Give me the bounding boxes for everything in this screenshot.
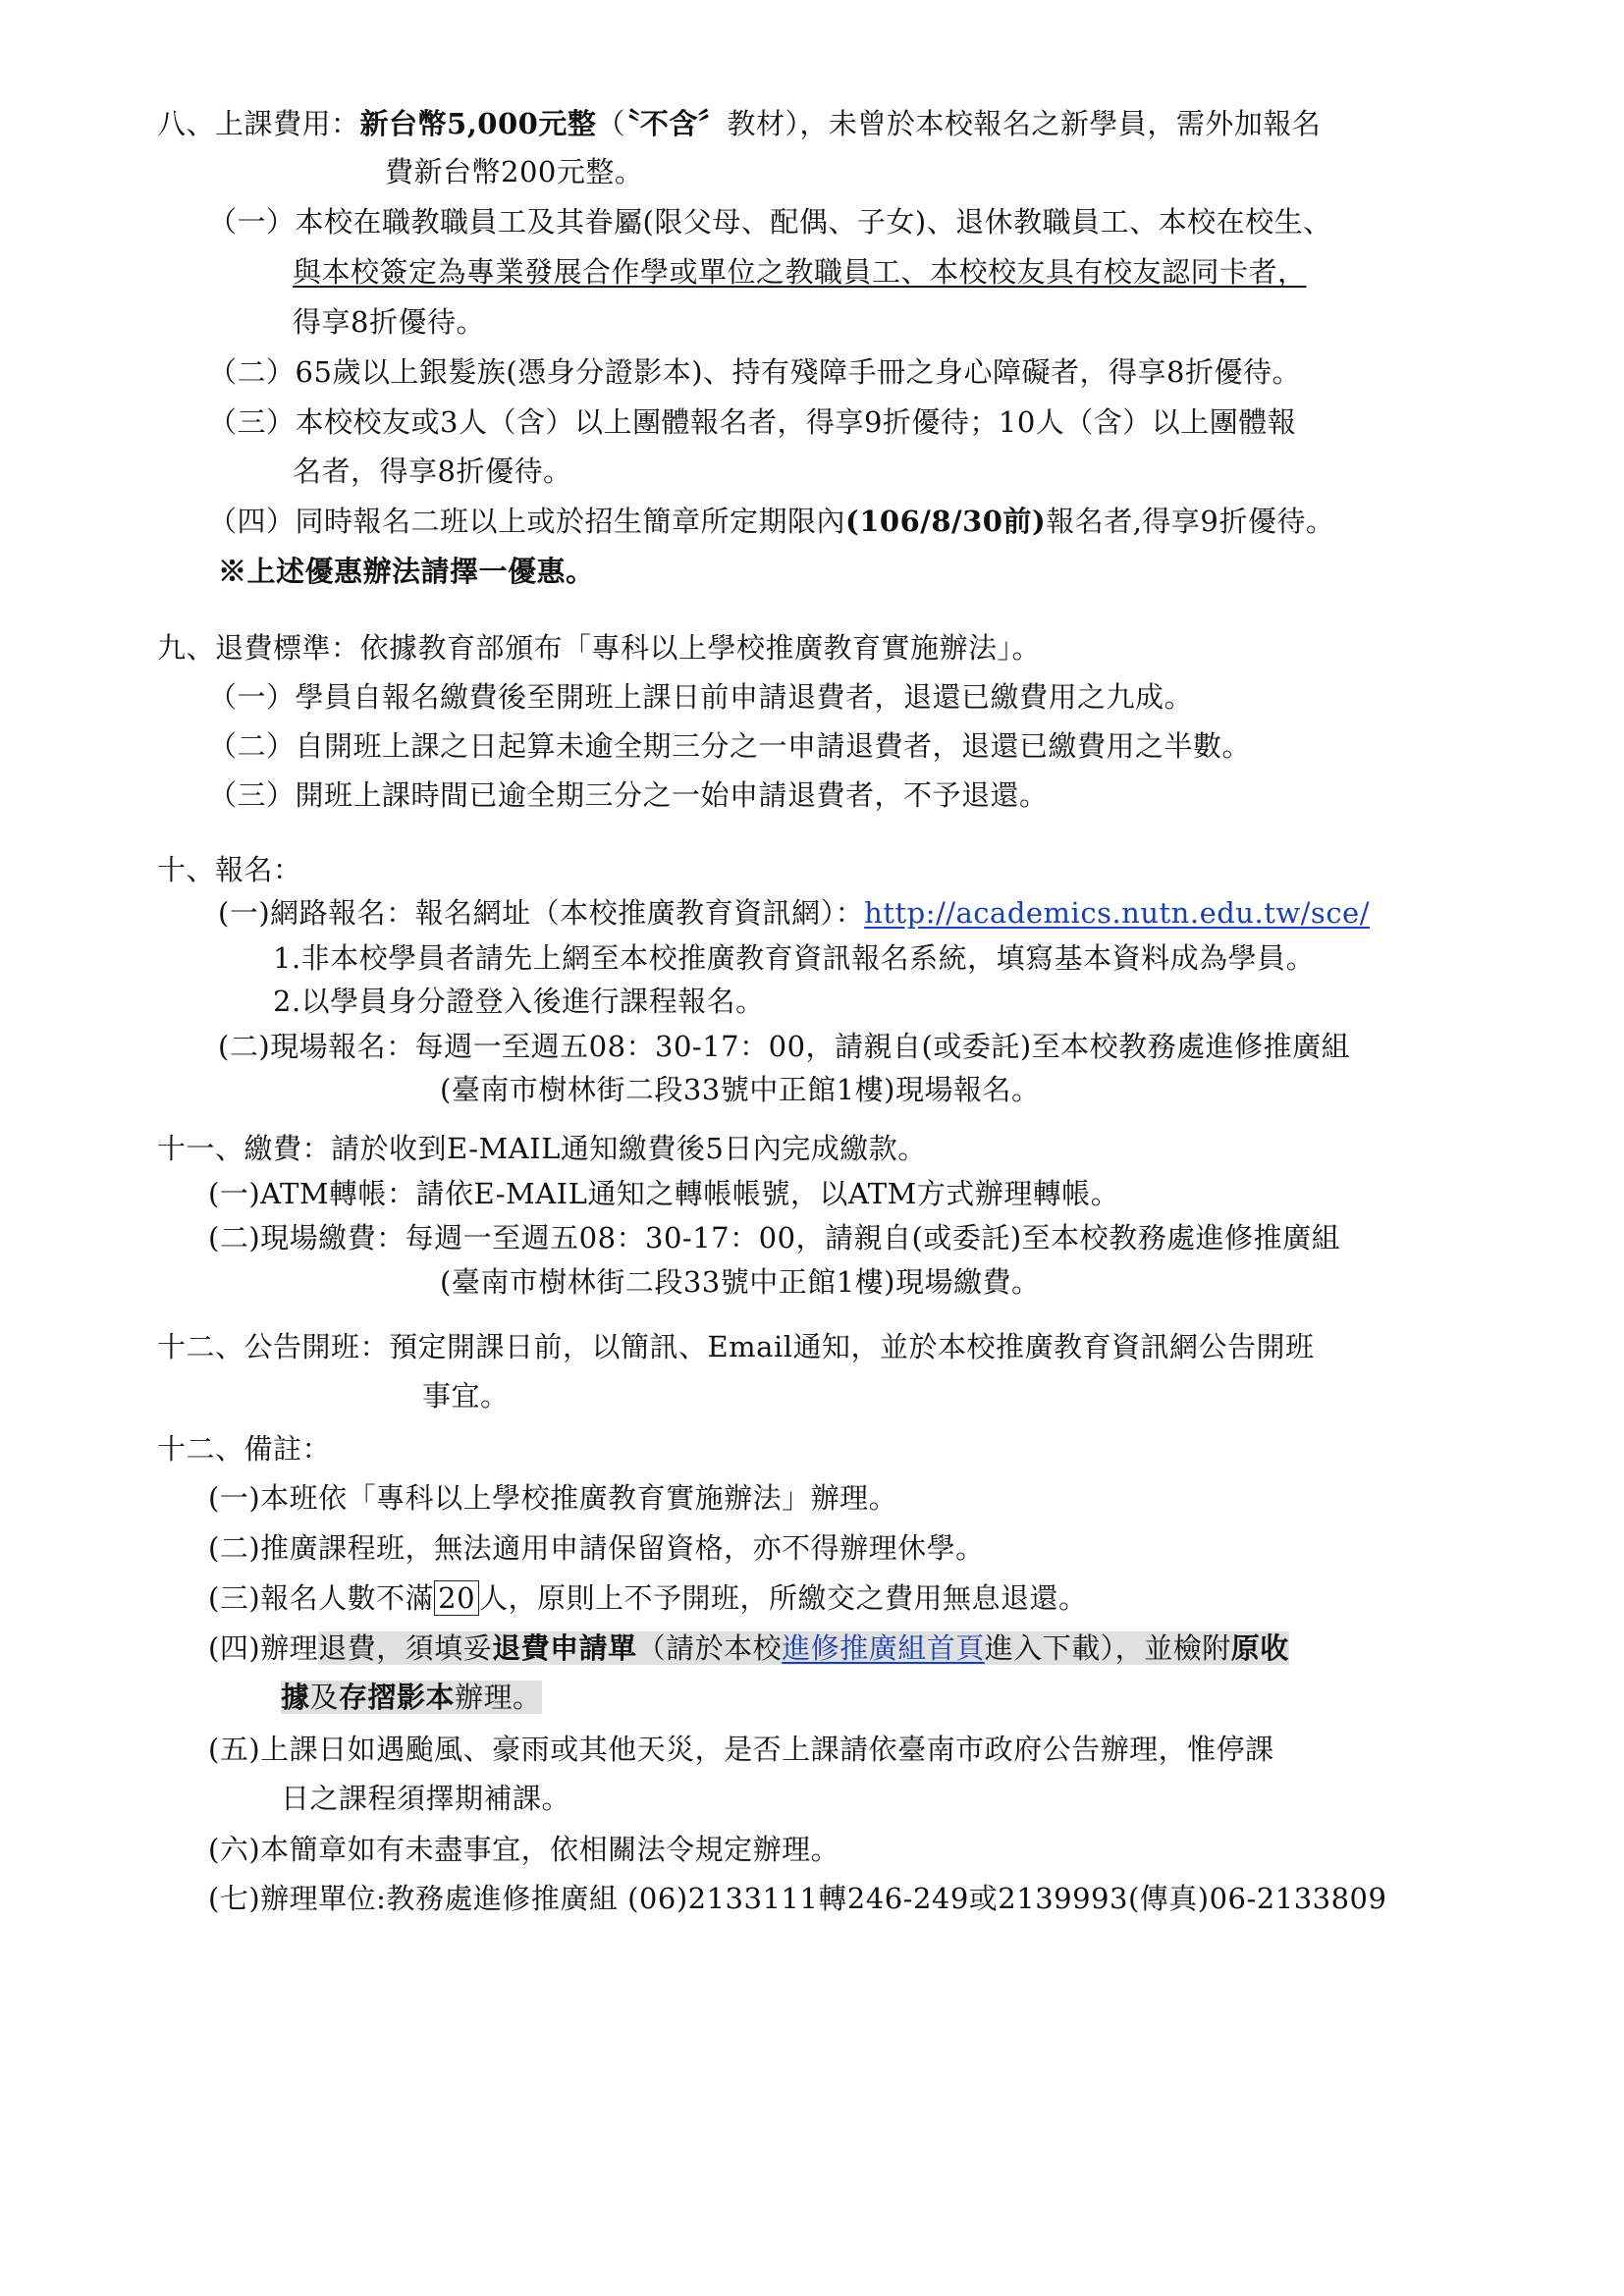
discount-item-1 (208, 202, 1332, 241)
section-12-heading: 十二、公告開班：預定開課日前，以簡訊、Email通知，並於本校推廣教育資訊網公告開班 (157, 1330, 1315, 1363)
paren-open: （ (596, 107, 625, 140)
item-text: 退費，須填妥 (318, 1631, 493, 1665)
section-8-label: 八、上課費用： (157, 107, 360, 140)
payment-onsite: (二)現場繳費：每週一至週五08：30-17：00，請親自(或委託)至本校教務處進修推廣組 (208, 1221, 1341, 1255)
discount-note: ※上述優惠辦法請擇一優惠。 (218, 555, 595, 588)
onsite-registration: (二)現場報名：每週一至週五08：30-17：00，請親自(或委託)至本校教務處進修推廣組 (218, 1030, 1351, 1063)
original-receipt: 原收 (1230, 1631, 1289, 1665)
discount-item-4 (208, 502, 1334, 541)
refund-item-2: （二）自開班上課之日起算未逾全期三分之一申請退費者，退還已繳費用之半數。 (208, 729, 1252, 763)
remark-4 (208, 1629, 1289, 1668)
discount-item-3-end: 名者，得享8折優待。 (293, 454, 572, 488)
highlighted-text (281, 1681, 542, 1714)
fee-tail-text: 教材），未曾於本校報名之新學員，需外加報名 (727, 107, 1322, 140)
online-step-2: 2.以學員身分證登入後進行課程報名。 (273, 985, 765, 1018)
remark-5-continuation: 日之課程須擇期補課。 (281, 1782, 571, 1815)
discount-item-3: （三）本校校友或3人（含）以上團體報名者，得享9折優待；10人（含）以上團體報 (208, 405, 1297, 439)
item-text: 辦理。 (455, 1681, 542, 1714)
remark-5: (五)上課日如遇颱風、豪雨或其他天災，是否上課請依臺南市政府公告辦理，惟停課 (208, 1733, 1274, 1766)
remark-2: (二)推廣課程班，無法適用申請保留資格，亦不得辦理休學。 (208, 1531, 985, 1565)
section-9-heading: 九、退費標準：依據教育部頒布「專科以上學校推廣教育實施辦法」。 (157, 631, 1042, 665)
remark-7: (七)辦理單位:教務處進修推廣組 (06)2133111轉246-249或2139993(傳真)06-2133809 (208, 1882, 1387, 1915)
discount-item-1-underlined: 與本校簽定為專業發展合作學或單位之教職員工、本校校友具有校友認同卡者， (293, 255, 1307, 289)
remark-4-continuation (281, 1678, 542, 1717)
refund-item-1: （一）學員自報名繳費後至開班上課日前申請退費者，退還已繳費用之九成。 (208, 680, 1194, 714)
payment-onsite-address: (臺南市樹林街二段33號中正館1樓)現場繳費。 (440, 1265, 1041, 1299)
section-12-continuation: 事宜。 (422, 1379, 510, 1413)
onsite-registration-address: (臺南市樹林街二段33號中正館1樓)現場報名。 (440, 1073, 1041, 1106)
item-text: 報名者,得享9折優待。 (1046, 505, 1335, 538)
online-step-1: 1.非本校學員者請先上網至本校推廣教育資訊報名系統，填寫基本資料成為學員。 (273, 941, 1316, 975)
section-8-continuation: 費新台幣200元整。 (385, 155, 644, 188)
minimum-enrollment: 20 (434, 1580, 479, 1616)
refund-form-name: 退費申請單 (492, 1631, 637, 1665)
discount-item-1-end: 得享8折優待。 (293, 305, 485, 339)
item-text: (三)報名人數不滿 (208, 1581, 435, 1615)
discount-item-2: （二）65歲以上銀髮族(憑身分證影本)、持有殘障手冊之身心障礙者，得享8折優待。 (208, 355, 1301, 389)
item-text: 人，原則上不予開班，所繳交之費用無息退還。 (479, 1581, 1088, 1615)
remark-1: (一)本班依「專科以上學校推廣教育實施辦法」辦理。 (208, 1481, 898, 1515)
passbook-copy: 存摺影本 (339, 1681, 456, 1714)
item-text: 本校在職教職員工及其眷屬(限父母、配偶、子女)、退休教職員工、本校在校生、 (295, 205, 1332, 239)
remarks-heading: 十二、備註： (157, 1432, 332, 1466)
refund-item-3: （三）開班上課時間已逾全期三分之一始申請退費者，不予退還。 (208, 778, 1049, 812)
original-receipt-end: 據 (281, 1681, 310, 1714)
remark-6: (六)本簡章如有未盡事宜，依相關法令規定辦理。 (208, 1833, 840, 1866)
item-label: （一） (208, 205, 296, 239)
remark-3 (208, 1578, 1088, 1618)
registration-url-link[interactable]: http://academics.nutn.edu.tw/sce/ (864, 896, 1370, 930)
extension-homepage-link[interactable]: 進修推廣組首頁 (782, 1631, 985, 1665)
section-8-heading (157, 104, 1321, 143)
section-11-heading: 十一、繳費：請於收到E-MAIL通知繳費後5日內完成繳款。 (157, 1132, 927, 1165)
item-text: （四）同時報名二班以上或於招生簡章所定期限內 (208, 505, 846, 538)
excluded-note: 〝不含〞 (624, 107, 728, 140)
course-fee: 新台幣5,000元整 (359, 107, 597, 140)
item-text: (一)網路報名：報名網址（本校推廣教育資訊網）： (218, 896, 865, 930)
item-text: (四)辦理 (208, 1631, 319, 1665)
online-registration (218, 893, 1370, 933)
item-text: 及 (309, 1681, 340, 1714)
section-10-heading: 十、報名： (157, 853, 302, 886)
item-text: （請於本校 (636, 1631, 783, 1665)
deadline-date: (106/8/30前) (845, 505, 1047, 538)
payment-atm: (一)ATM轉帳：請依E-MAIL通知之轉帳帳號，以ATM方式辦理轉帳。 (208, 1177, 1120, 1210)
highlighted-text (318, 1631, 1289, 1665)
item-text: 進入下載），並檢附 (984, 1631, 1231, 1665)
